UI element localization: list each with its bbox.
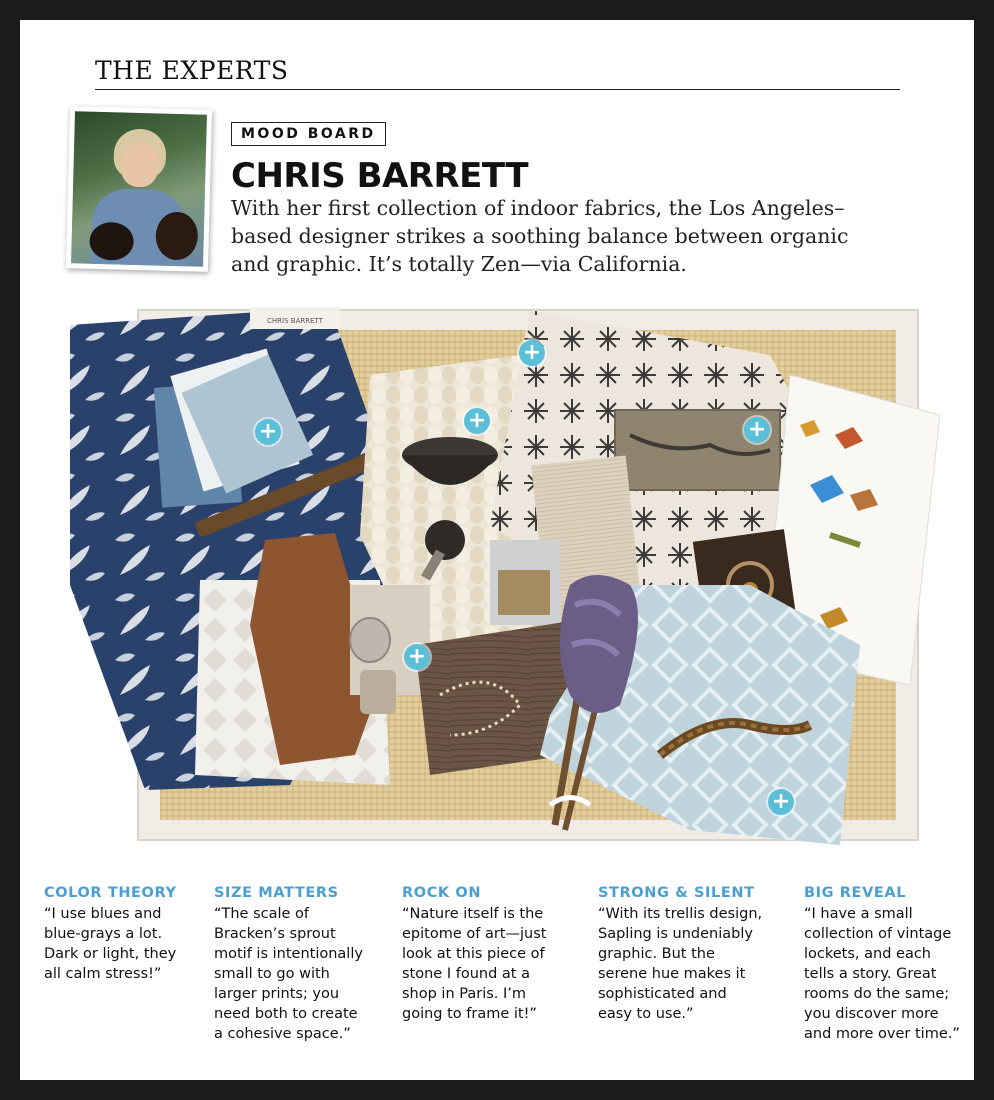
- designer-name: CHRIS BARRETT: [231, 156, 529, 196]
- hotspot-plus-icon[interactable]: +: [744, 417, 770, 443]
- caption-line: Bracken’s sprout: [214, 926, 336, 942]
- caption-line: Dark or light, they: [44, 946, 177, 962]
- caption-line: “The scale of: [214, 906, 310, 922]
- caption-line: sophisticated and: [598, 986, 727, 1002]
- caption-size-matters: [214, 885, 394, 1044]
- caption-line: tells a story. Great: [804, 966, 937, 982]
- caption-big-reveal: [804, 885, 972, 1044]
- portrait-face: [120, 143, 159, 188]
- caption-heading: ROCK ON: [402, 885, 482, 901]
- caption-line: larger prints; you: [214, 986, 340, 1002]
- caption-heading: STRONG & SILENT: [598, 885, 755, 901]
- caption-line: serene hue makes it: [598, 966, 746, 982]
- caption-line: all calm stress!”: [44, 966, 162, 982]
- caption-line: “Nature itself is the: [402, 906, 544, 922]
- caption-line: a cohesive space.”: [214, 1026, 351, 1042]
- caption-line: “I have a small: [804, 906, 913, 922]
- caption-line: collection of vintage: [804, 926, 952, 942]
- section-title: THE EXPERTS: [95, 56, 289, 85]
- caption-line: lockets, and each: [804, 946, 931, 962]
- caption-body: [804, 904, 972, 1044]
- caption-line: and more over time.”: [804, 1026, 960, 1042]
- caption-line: small to go with: [214, 966, 330, 982]
- caption-line: need both to create: [214, 1006, 358, 1022]
- caption-line: rooms do the same;: [804, 986, 950, 1002]
- caption-rock-on: [402, 885, 582, 1024]
- caption-line: shop in Paris. I’m: [402, 986, 527, 1002]
- mood-board-image: [50, 285, 950, 855]
- hotspot-plus-icon[interactable]: +: [404, 644, 430, 670]
- caption-body: [214, 904, 394, 1044]
- caption-heading: COLOR THEORY: [44, 885, 177, 901]
- designer-portrait: [66, 106, 212, 272]
- dek-line: and graphic. It’s totally Zen—via California.: [231, 252, 687, 276]
- caption-line: look at this piece of: [402, 946, 545, 962]
- hotspot-plus-icon[interactable]: +: [464, 408, 490, 434]
- dek-line: With her first collection of indoor fabrics, the Los Angeles–: [231, 196, 845, 220]
- portrait-photo: [71, 111, 207, 266]
- swatch-label-text: CHRIS BARRETT: [267, 317, 323, 325]
- portrait-dog-right: [155, 211, 198, 260]
- intro-dek: [231, 194, 911, 278]
- caption-strong-silent: [598, 885, 788, 1024]
- caption-line: Sapling is undeniably: [598, 926, 753, 942]
- caption-line: stone I found at a: [402, 966, 530, 982]
- caption-body: [402, 904, 582, 1024]
- caption-color-theory: [44, 885, 204, 984]
- hotspot-plus-icon[interactable]: +: [768, 789, 794, 815]
- caption-line: easy to use.”: [598, 1006, 694, 1022]
- caption-row: [20, 885, 974, 1065]
- hotspot-plus-icon[interactable]: +: [255, 419, 281, 445]
- caption-body: [44, 904, 204, 984]
- mood-board-tag: MOOD BOARD: [231, 122, 386, 146]
- caption-line: “I use blues and: [44, 906, 162, 922]
- caption-line: you discover more: [804, 1006, 939, 1022]
- caption-heading: SIZE MATTERS: [214, 885, 339, 901]
- caption-line: epitome of art—just: [402, 926, 547, 942]
- hotspot-plus-icon[interactable]: +: [519, 340, 545, 366]
- caption-line: blue-grays a lot.: [44, 926, 163, 942]
- mood-board-illustration: [50, 285, 950, 855]
- caption-heading: BIG REVEAL: [804, 885, 907, 901]
- caption-line: going to frame it!”: [402, 1006, 537, 1022]
- caption-line: “With its trellis design,: [598, 906, 763, 922]
- dek-line: based designer strikes a soothing balance between organic: [231, 224, 849, 248]
- magazine-page: [20, 20, 974, 1080]
- caption-line: motif is intentionally: [214, 946, 363, 962]
- caption-body: [598, 904, 788, 1024]
- caption-line: graphic. But the: [598, 946, 715, 962]
- section-header: [95, 56, 900, 90]
